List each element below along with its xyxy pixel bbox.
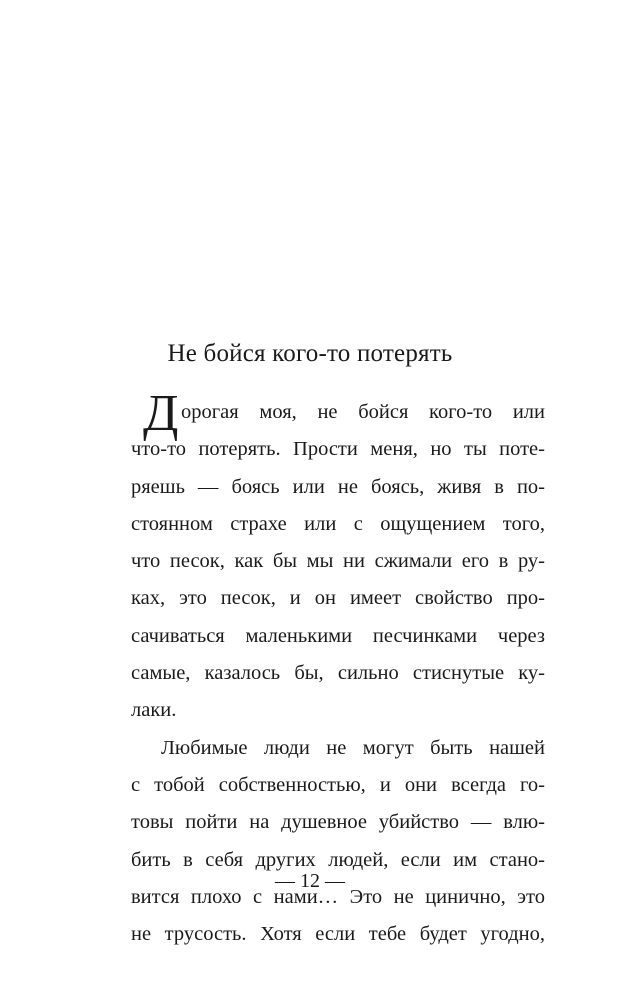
text-line: товы пойти на душевное убийство — влю- (131, 811, 545, 834)
text-line: лаки. (131, 699, 177, 722)
text-line: стоянном страхе или с ощущением того, (131, 512, 545, 535)
text-line: ках, это песок, и он имеет свойство про- (131, 587, 545, 610)
text-line: сачиваться маленькими песчинками через (131, 624, 545, 647)
text-line: вится плохо с нами… Это не цинично, это (131, 885, 545, 908)
text-line: ряешь — боясь или не боясь, живя в по- (131, 475, 545, 498)
text-line: Любимые люди не могут быть нашей (161, 736, 545, 759)
text-line: с тобой собственностью, и они всегда го- (131, 773, 545, 796)
text-line: что песок, как бы мы ни сжимали его в ру- (131, 550, 545, 573)
drop-cap: Д (143, 385, 179, 442)
text-line (131, 385, 545, 442)
chapter-title: Не бойся кого-то потерять (167, 340, 453, 367)
page-number: — 12 — (275, 870, 345, 892)
text-line: бить в себя других людей, если им стано- (131, 848, 545, 871)
text-line: самые, казалось бы, сильно стиснутые ку- (131, 662, 545, 685)
text-line: что-то потерять. Прости меня, но ты поте- (131, 438, 545, 461)
line-text: орогая моя, не бойся кого-то или (181, 401, 545, 423)
text-line: не трусость. Хотя если тебе будет угодно, (131, 923, 545, 946)
